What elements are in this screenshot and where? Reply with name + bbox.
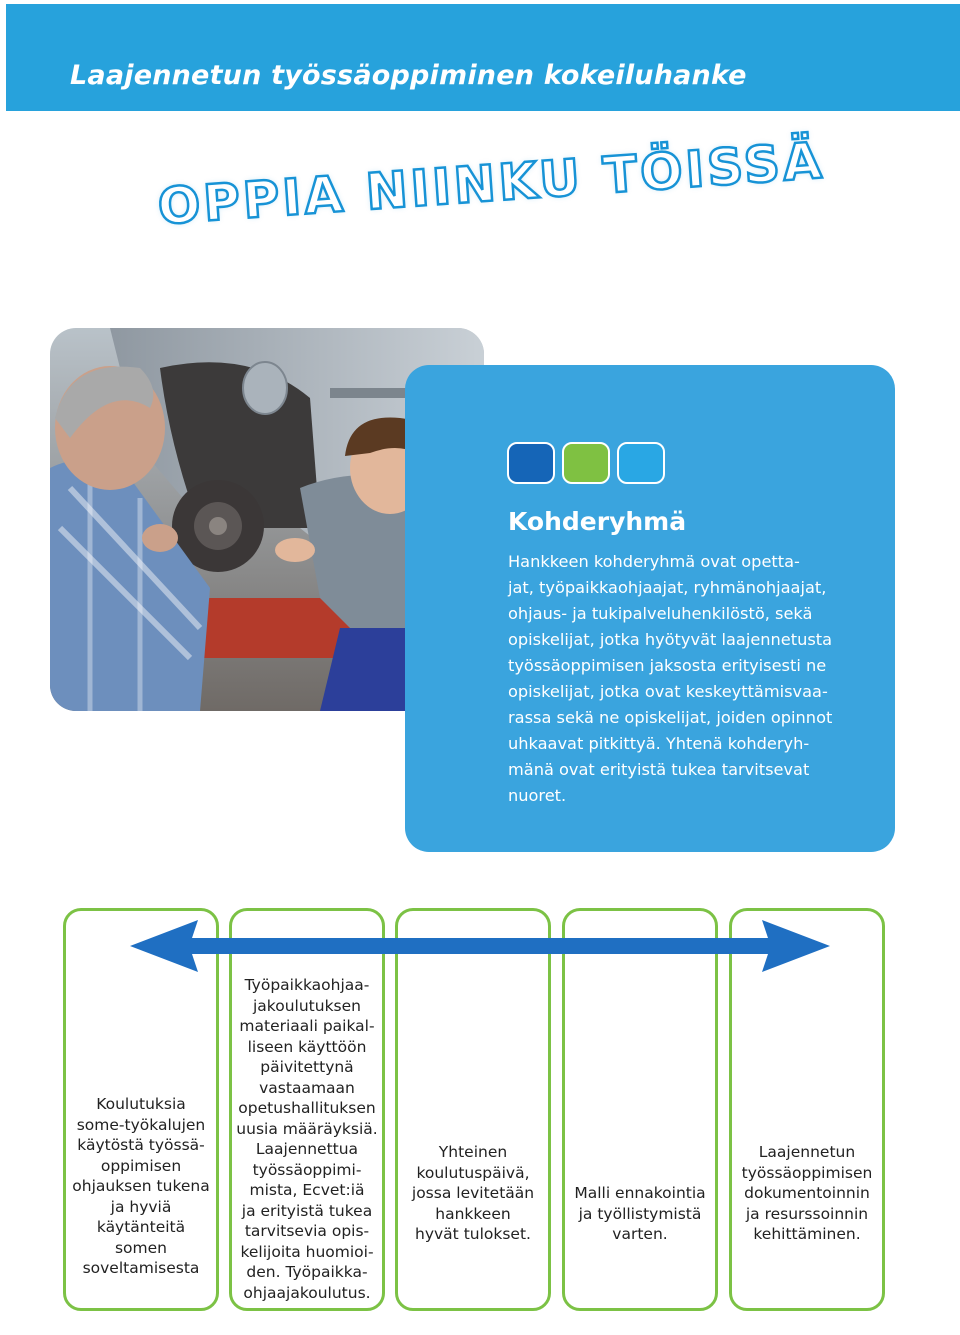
headline: OPPIA NIINKU TÖISSÄ [155, 131, 827, 236]
square-green [562, 442, 610, 484]
target-group-box [405, 365, 895, 852]
card-5-text: Laajennetun työssäoppimisen dokumentoinnin ja resurssoinnin kehittäminen. [741, 1143, 873, 1243]
card-4-text: Malli ennakointia ja työllistymistä varten. [574, 1184, 706, 1243]
card-3-text: Yhteinen koulutuspäivä, jossa levitetään hankkeen hyvät tulokset. [411, 1143, 535, 1243]
double-arrow-icon [130, 918, 830, 974]
target-group-heading: Kohderyhmä [508, 507, 687, 536]
card-1-text: Koulutuksia some-työkalujen käytöstä työssä- oppimisen ohjauksen tukena ja hyviä käytänteitä somen soveltamisesta [72, 1095, 210, 1277]
header-bar [6, 4, 960, 111]
target-group-text: Hankkeen kohderyhmä ovat opetta- jat, työpaikkaohjaajat, ryhmänohjaajat, ohjaus- ja tukipalveluhenkilöstö, sekä opiskelijat, jotka hyötyvät laajennetusta työssäoppimisen jaksosta erityisesti ne opiskelijat, jotka ovat keskeyttämisvaa- rassa sekä ne opiskelijat, joiden opinnot uhkaavat pitkittyä. Yhtenä kohderyh- mänä ovat erityistä tukea tarvitsevat nuoret. [508, 552, 833, 805]
square-light-blue [617, 442, 665, 484]
card-2-text: Työpaikkaohjaa- jakoulutuksen materiaali paikal- liseen käyttöön päivitettynä vastaamaan opetushallituksen uusia määräyksiä. Laajennettua työssäoppimi- mista, Ecvet:iä ja erityistä tukea tarvitsevia opis- kelijoita huomioi- den. Työpaikka- ohjaajakoulutus. [236, 976, 378, 1302]
square-dark-blue [507, 442, 555, 484]
color-squares [507, 442, 665, 484]
header-title: Laajennetun työssäoppiminen kokeiluhanke [70, 60, 747, 91]
